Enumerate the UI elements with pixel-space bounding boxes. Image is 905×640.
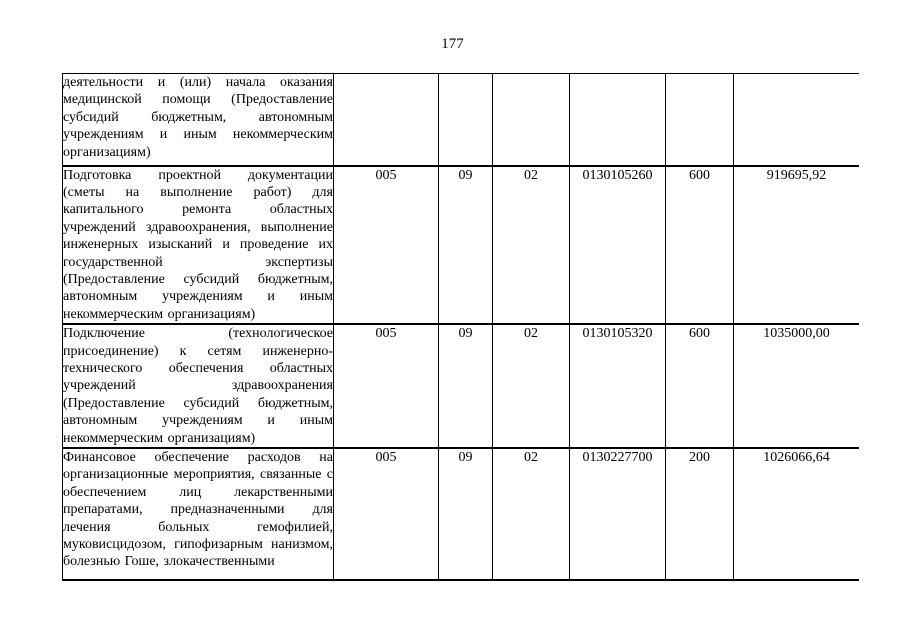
cell-subsection-code (493, 74, 570, 166)
cell-grbs-code (334, 74, 439, 166)
cell-subsection-code: 02 (493, 324, 570, 448)
cell-expense-type-code: 600 (666, 166, 734, 325)
cell-target-article-code: 0130105320 (570, 324, 666, 448)
cell-target-article-code (570, 74, 666, 166)
cell-amount: 1026066,64 (734, 448, 860, 581)
page-number: 177 (441, 36, 464, 52)
cell-section-code (439, 74, 493, 166)
cell-target-article-code: 0130105260 (570, 166, 666, 325)
cell-grbs-code: 005 (334, 324, 439, 448)
cell-section-code: 09 (439, 324, 493, 448)
cell-description: Подготовка проектной документации (сметы на выполнение работ) для капитального ремонта областных учреждений здравоохранения, выполнение инженерных изысканий и проведение их государственной экспертизы (Предоставление субсидий бюджетным, автономным учреждениям и иным некоммерческим организациям) (63, 166, 334, 325)
table-row (63, 324, 860, 448)
cell-grbs-code: 005 (334, 166, 439, 325)
cell-section-code: 09 (439, 166, 493, 325)
cell-description: Финансовое обеспечение расходов на организационные мероприятия, связанные с обеспечением лиц лекарственными препаратами, предназначенными для лечения больных гемофилией, муковисцидозом, гипофизарным нанизмом, болезнью Гоше, злокачественными (63, 448, 334, 581)
cell-amount: 1035000,00 (734, 324, 860, 448)
cell-grbs-code: 005 (334, 448, 439, 581)
budget-table-container (62, 73, 859, 581)
cell-amount (734, 74, 860, 166)
cell-description: Подключение (технологическое присоединение) к сетям инженерно-технического обеспечения областных учреждений здравоохранения (Предоставление субсидий бюджетным, автономным учреждениям и иным некоммерческим организациям) (63, 324, 334, 448)
cell-amount: 919695,92 (734, 166, 860, 325)
cell-expense-type-code: 600 (666, 324, 734, 448)
table-row (63, 74, 860, 166)
cell-subsection-code: 02 (493, 166, 570, 325)
table-row (63, 448, 860, 581)
cell-section-code: 09 (439, 448, 493, 581)
cell-subsection-code: 02 (493, 448, 570, 581)
cell-expense-type-code: 200 (666, 448, 734, 581)
cell-description: деятельности и (или) начала оказания медицинской помощи (Предоставление субсидий бюджетным, автономным учреждениям и иным некоммерческим организациям) (63, 74, 334, 166)
cell-target-article-code: 0130227700 (570, 448, 666, 581)
table-row (63, 166, 860, 325)
budget-table (62, 73, 859, 581)
cell-expense-type-code (666, 74, 734, 166)
